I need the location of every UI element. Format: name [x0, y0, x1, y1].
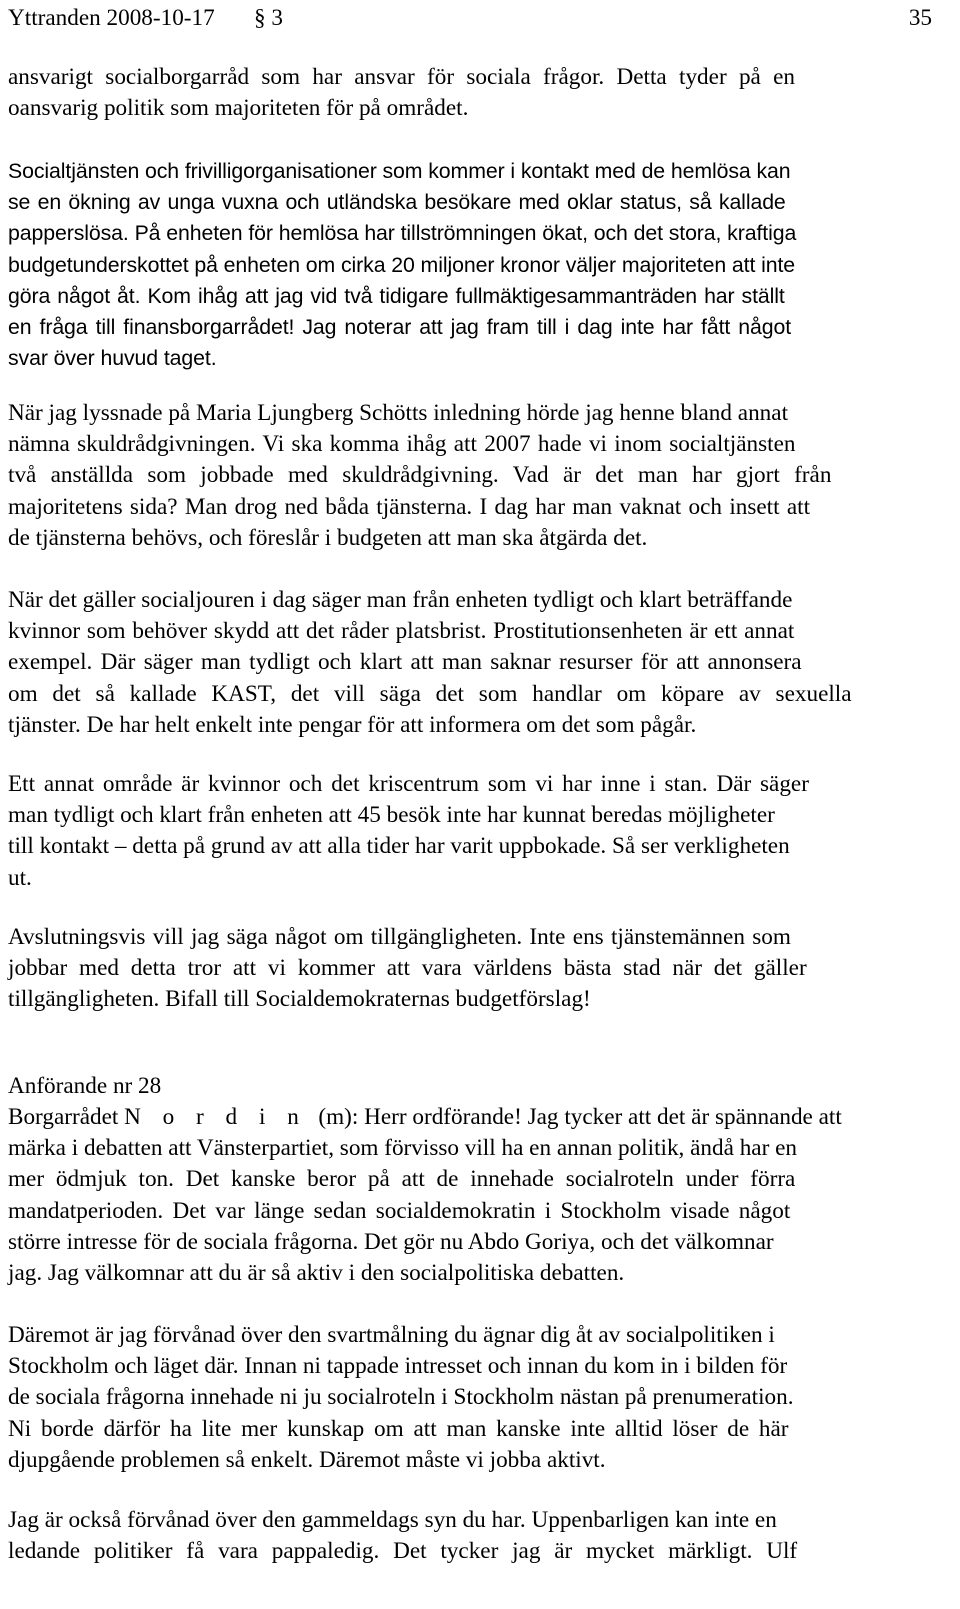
text-line: Däremot är jag förvånad över den svartmålning du ägnar dig åt av socialpolitiken i [8, 1322, 775, 1348]
text-line: de sociala frågorna innehade ni ju socialroteln i Stockholm nästan på prenumeration. [8, 1384, 794, 1411]
header-date: Yttranden 2008-10-17 [8, 5, 215, 31]
paragraph-5 [8, 769, 932, 894]
speech-paragraph-3 [8, 1505, 932, 1567]
text-line: Ni borde därför ha lite mer kunskap om att man kanske inte alltid löser de här [8, 1415, 789, 1442]
paragraph-4 [8, 585, 932, 741]
text-line: till kontakt – detta på grund av att alla tider har varit uppbokade. Så ser verkligheten [8, 833, 790, 860]
speech-paragraph-2 [8, 1320, 932, 1476]
text-line: När jag lyssnade på Maria Ljungberg Schötts inledning hörde jag henne bland annat [8, 400, 789, 426]
text-line: oansvarig politik som majoriteten för på området. [8, 95, 469, 122]
speaker-line [8, 1102, 932, 1133]
text-line: budgetunderskottet på enheten om cirka 20 miljoner kronor väljer majoriteten att inte [8, 252, 796, 277]
text-line: ledande politiker få vara pappaledig. Det tycker jag är mycket märkligt. Ulf [8, 1538, 798, 1565]
header-section: § 3 [254, 5, 283, 31]
text-line: svar över huvud taget. [8, 346, 217, 371]
text-line: djupgående problemen så enkelt. Däremot måste vi jobba aktivt. [8, 1446, 606, 1473]
text-line: man tydligt och klart från enheten att 45 besök inte har kunnat beredas möjligheter [8, 802, 775, 829]
paragraph-1 [8, 62, 932, 124]
text-line: Socialtjänsten och frivilligorganisationer som kommer i kontakt med de hemlösa kan [8, 159, 791, 183]
text-line: tjänster. De har helt enkelt inte pengar för att informera om det som pågår. [8, 711, 697, 738]
text-line: mer ödmjuk ton. Det kanske beror på att de innehade socialroteln under förra [8, 1166, 796, 1193]
speaker-opening: (m): Herr ordförande! Jag tycker att det är spännande att [318, 1104, 842, 1130]
paragraph-2 [8, 156, 932, 374]
paragraph-6 [8, 922, 932, 1016]
speech-heading [8, 1071, 932, 1102]
speaker-name: N o r d i n [124, 1104, 307, 1130]
text-line: mandatperioden. Det var länge sedan socialdemokratin i Stockholm visade något [8, 1197, 791, 1224]
text-line: papperslösa. På enheten för hemlösa har tillströmningen ökat, och det stora, kraftiga [8, 221, 797, 246]
text-line: ut. [8, 864, 32, 891]
paragraph-3 [8, 398, 932, 554]
text-line: Stockholm och läget där. Innan ni tappade intresset och innan du kom in i bilden för [8, 1353, 788, 1380]
page-number: 35 [908, 5, 932, 31]
text-line: jag. Jag välkomnar att du är så aktiv i den socialpolitiska debatten. [8, 1259, 625, 1286]
page-header [8, 2, 932, 34]
text-line: en fråga till finansborgarrådet! Jag noterar att jag fram till i dag inte har fått något [8, 314, 792, 339]
text-line: Ett annat område är kvinnor och det kriscentrum som vi har inne i stan. Där säger [8, 771, 809, 797]
text-line: exempel. Där säger man tydligt och klart att man saknar resurser för att annonsera [8, 649, 802, 676]
text-line: större intresse för de sociala frågorna. Det gör nu Abdo Goriya, och det välkomnar [8, 1228, 774, 1255]
speech-number: Anförande nr 28 [8, 1073, 162, 1099]
text-line: de tjänsterna behövs, och föreslår i budgeten att man ska åtgärda det. [8, 524, 648, 551]
text-line: se en ökning av unga vuxna och utländska besökare med oklar status, så kallade [8, 190, 786, 215]
text-line: ansvarigt socialborgarråd som har ansvar för sociala frågor. Detta tyder på en [8, 64, 796, 90]
text-line: två anställda som jobbade med skuldrådgivning. Vad är det man har gjort från [8, 462, 832, 489]
text-line: kvinnor som behöver skydd att det råder platsbrist. Prostitutionsenheten är ett annat [8, 618, 795, 645]
text-line: Jag är också förvånad över den gammeldags syn du har. Uppenbarligen kan inte en [8, 1507, 777, 1533]
text-line: tillgängligheten. Bifall till Socialdemokraternas budgetförslag! [8, 986, 591, 1013]
text-line: majoritetens sida? Man drog ned båda tjänsterna. I dag har man vaknat och insett att [8, 493, 811, 520]
text-line: göra något åt. Kom ihåg att jag vid två tidigare fullmäktigesammanträden har ställt [8, 283, 785, 308]
text-line: Avslutningsvis vill jag säga något om tillgängligheten. Inte ens tjänstemännen som [8, 924, 791, 950]
text-line: När det gäller socialjouren i dag säger man från enheten tydligt och klart beträffande [8, 587, 793, 613]
text-line: märka i debatten att Vänsterpartiet, som förvisso vill ha en annan politik, ändå har en [8, 1135, 797, 1162]
speech-paragraph-1 [8, 1102, 932, 1289]
text-line: jobbar med detta tror att vi kommer att vara världens bästa stad när det gäller [8, 955, 807, 982]
speaker-title: Borgarrådet [8, 1104, 119, 1130]
text-line: nämna skuldrådgivningen. Vi ska komma ihåg att 2007 hade vi inom socialtjänsten [8, 431, 796, 458]
text-line: om det så kallade KAST, det vill säga det som handlar om köpare av sexuella [8, 680, 852, 707]
